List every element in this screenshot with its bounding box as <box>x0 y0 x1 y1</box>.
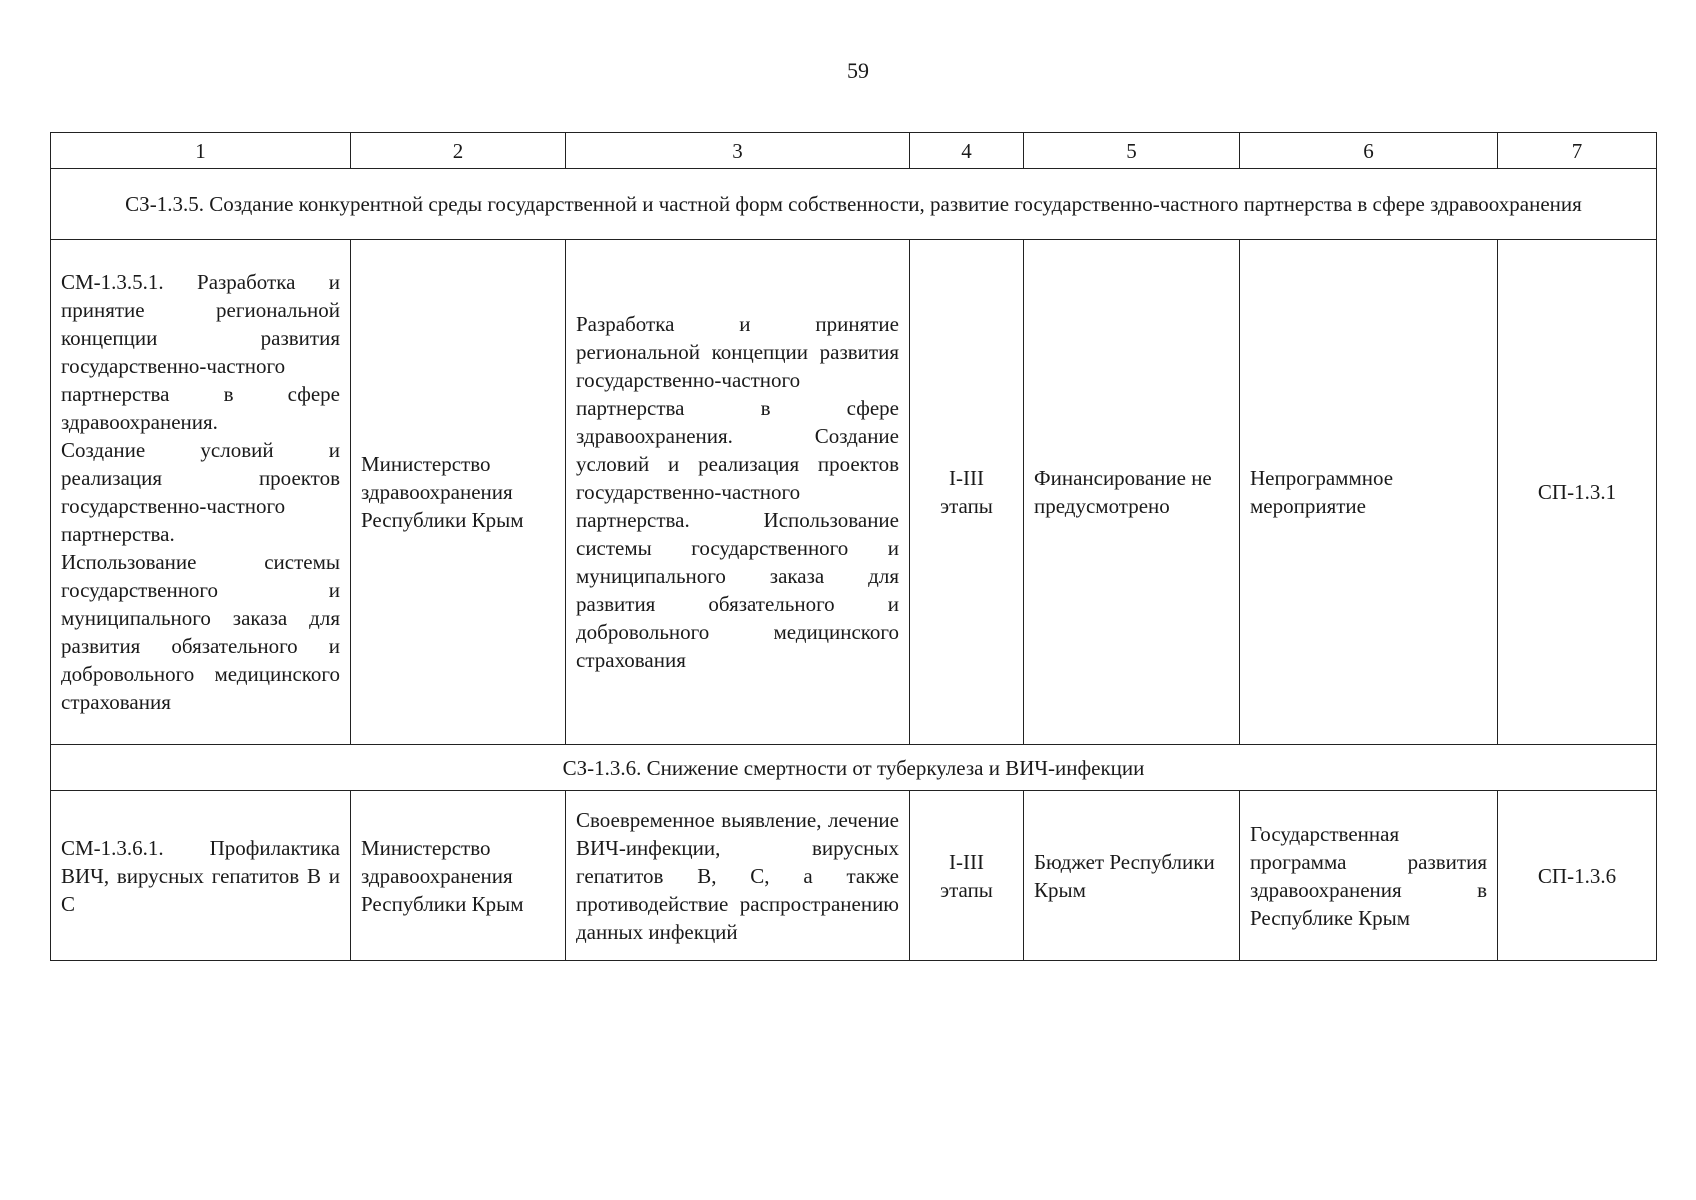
column-number-row <box>51 133 1657 169</box>
measure-cell: СМ-1.3.6.1. Профилактика ВИЧ, вирусных гепатитов В и С <box>51 791 351 961</box>
executor-cell: Министерство здравоохранения Республики Крым <box>351 791 566 961</box>
program-cell: Государственная программа развития здравоохранения в Республике Крым <box>1240 791 1498 961</box>
stages-cell: I-III этапы <box>910 791 1024 961</box>
page-number: 59 <box>847 58 869 83</box>
column-header: 6 <box>1240 133 1498 169</box>
section-row <box>51 745 1657 791</box>
measure-cell: СМ-1.3.5.1. Разработка и принятие региональной концепции развития государственно-частного партнерства в сфере здравоохранения. Создание условий и реализация проектов государственно-частного партнерства. Использование системы государственного и муниципального заказа для развития обязательного и добровольного медицинского страхования <box>51 240 351 745</box>
stages-cell: I-III этапы <box>910 240 1024 745</box>
code-cell: СП-1.3.1 <box>1498 240 1657 745</box>
content-cell: Разработка и принятие региональной концепции развития государственно-частного партнерства в сфере здравоохранения. Создание условий и реализация проектов государственно-частного партнерства. Использование системы государственного и муниципального заказа для развития обязательного и добровольного медицинского страхования <box>566 240 910 745</box>
table-row <box>51 240 1657 745</box>
code-cell: СП-1.3.6 <box>1498 791 1657 961</box>
column-header: 1 <box>51 133 351 169</box>
section-row <box>51 169 1657 240</box>
financing-cell: Финансирование не предусмотрено <box>1024 240 1240 745</box>
table-row <box>51 791 1657 961</box>
section-title: СЗ-1.3.6. Снижение смертности от туберкулеза и ВИЧ-инфекции <box>51 745 1657 791</box>
column-header: 7 <box>1498 133 1657 169</box>
executor-cell: Министерство здравоохранения Республики Крым <box>351 240 566 745</box>
measures-table <box>50 132 1657 961</box>
column-header: 2 <box>351 133 566 169</box>
program-cell: Непрограммное мероприятие <box>1240 240 1498 745</box>
column-header: 3 <box>566 133 910 169</box>
content-cell: Своевременное выявление, лечение ВИЧ-инфекции, вирусных гепатитов В, С, а также противодействие распространению данных инфекций <box>566 791 910 961</box>
financing-cell: Бюджет Республики Крым <box>1024 791 1240 961</box>
column-header: 5 <box>1024 133 1240 169</box>
section-title: СЗ-1.3.5. Создание конкурентной среды государственной и частной форм собственности, развитие государственно-частного партнерства в сфере здравоохранения <box>51 169 1657 240</box>
column-header: 4 <box>910 133 1024 169</box>
